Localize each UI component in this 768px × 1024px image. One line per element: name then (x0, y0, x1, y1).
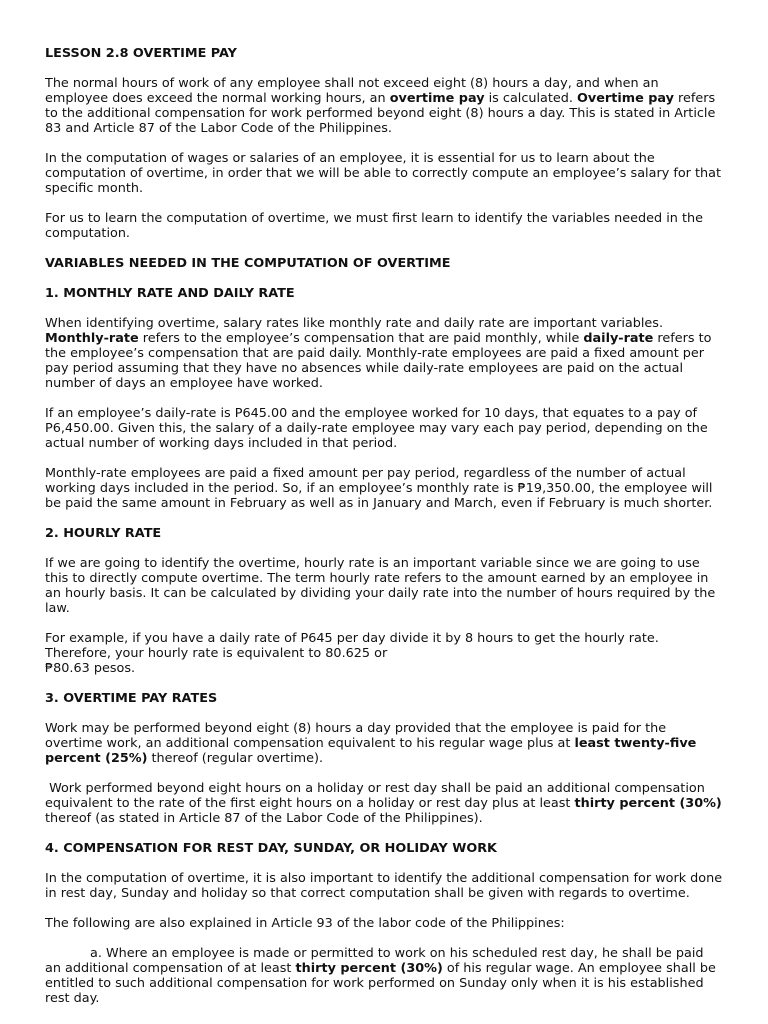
intro-paragraph-3: For us to learn the computation of overtime, we must first learn to identify the variables needed in the computation. (45, 211, 703, 241)
text-run: a. Where an employee is made or permitted to work on his scheduled rest day, he shall be paid an additional compensation of at least (45, 946, 704, 976)
text-run: ₱80.63 pesos. (45, 661, 136, 676)
section-1-heading: 1. MONTHLY RATE AND DAILY RATE (45, 286, 295, 301)
text-run: Work performed beyond eight hours on a holiday or rest day shall be paid an additional compensation equivalent to the rate of the first eight hours on a holiday or rest day plus at least (45, 781, 709, 811)
bold-term: thirty percent (30%) (295, 961, 443, 976)
text-run: is calculated. (484, 91, 578, 106)
section-2-heading: 2. HOURLY RATE (45, 526, 162, 541)
bold-term: Monthly-rate (45, 331, 139, 346)
text-run: refers to the additional compensation for work performed beyond eight (8) hours a day. This is stated in Article 83 and Article 87 of the Labor Code of the Philippines. (45, 91, 716, 136)
section-2-paragraph-1: If we are going to identify the overtime, hourly rate is an important variable since we are going to use this to directly compute overtime. The term hourly rate refers to the amount earned by an employee in an hourly basis. It can be calculated by dividing your daily rate into the number of hours required by the law. (45, 556, 716, 616)
section-1-paragraph-1 (45, 316, 723, 391)
bold-term: thirty percent (30%) (574, 796, 722, 811)
section-2-paragraph-2 (45, 631, 723, 676)
text-run: The normal hours of work of any employee shall not exceed eight (8) hours a day, and when an employee does exceed the normal working hours, an (45, 76, 659, 106)
lesson-title: LESSON 2.8 OVERTIME PAY (45, 46, 237, 61)
text-run: refers to the employee’s compensation that are paid monthly, while (138, 331, 584, 346)
section-1-paragraph-2: If an employee’s daily-rate is P645.00 and the employee worked for 10 days, that equates to a pay of P6,450.00. Given this, the salary of a daily-rate employee may vary each pay period, depending on the actual number of working days included in that period. (45, 406, 708, 451)
bold-term: daily-rate (583, 331, 654, 346)
intro-paragraph-2: In the computation of wages or salaries of an employee, it is essential for us to learn about the computation of overtime, in order that we will be able to correctly compute an employee’s salary for that specific month. (45, 151, 721, 196)
section-4-item-a (45, 946, 723, 1006)
text-run: thereof (regular overtime). (147, 751, 324, 766)
document-page (45, 46, 723, 1021)
bold-term: overtime pay (389, 91, 485, 106)
section-3-paragraph-1 (45, 721, 723, 766)
section-4-heading: 4. COMPENSATION FOR REST DAY, SUNDAY, OR HOLIDAY WORK (45, 841, 497, 856)
section-3-paragraph-2 (45, 781, 723, 826)
text-run: thereof (as stated in Article 87 of the Labor Code of the Philippines). (45, 811, 483, 826)
text-run: Work may be performed beyond eight (8) hours a day provided that the employee is paid for the overtime work, an additional compensation equivalent to his regular wage plus at (45, 721, 667, 751)
section-3-heading: 3. OVERTIME PAY RATES (45, 691, 218, 706)
text-run: When identifying overtime, salary rates like monthly rate and daily rate are important variables. (45, 316, 664, 331)
bold-term: least twenty-five percent (25%) (45, 736, 697, 766)
section-4-paragraph-2: The following are also explained in Article 93 of the labor code of the Philippines: (45, 916, 565, 931)
text-run: For example, if you have a daily rate of P645 per day divide it by 8 hours to get the hourly rate. Therefore, your hourly rate is equivalent to 80.625 or (45, 631, 659, 661)
section-1-paragraph-3: Monthly-rate employees are paid a fixed amount per pay period, regardless of the number of actual working days included in the period. So, if an employee’s monthly rate is ₱19,350.00, the employee will be paid the same amount in February as well as in January and March, even if February is much shorter. (45, 466, 713, 511)
text-run: refers to the employee’s compensation that are paid daily. Monthly-rate employees are paid a fixed amount per pay period assuming that they have no absences while daily-rate employees are paid on the actual number of days an employee have worked. (45, 331, 712, 391)
section-4-paragraph-1: In the computation of overtime, it is also important to identify the additional compensation for work done in rest day, Sunday and holiday so that correct computation shall be given with regards to overtime. (45, 871, 723, 901)
variables-heading: VARIABLES NEEDED IN THE COMPUTATION OF OVERTIME (45, 256, 451, 271)
text-run: of his regular wage. An employee shall be entitled to such additional compensation for work performed on Sunday only when it is his established rest day. (45, 961, 716, 1006)
intro-paragraph-1 (45, 76, 723, 136)
bold-term: Overtime pay (577, 91, 674, 106)
